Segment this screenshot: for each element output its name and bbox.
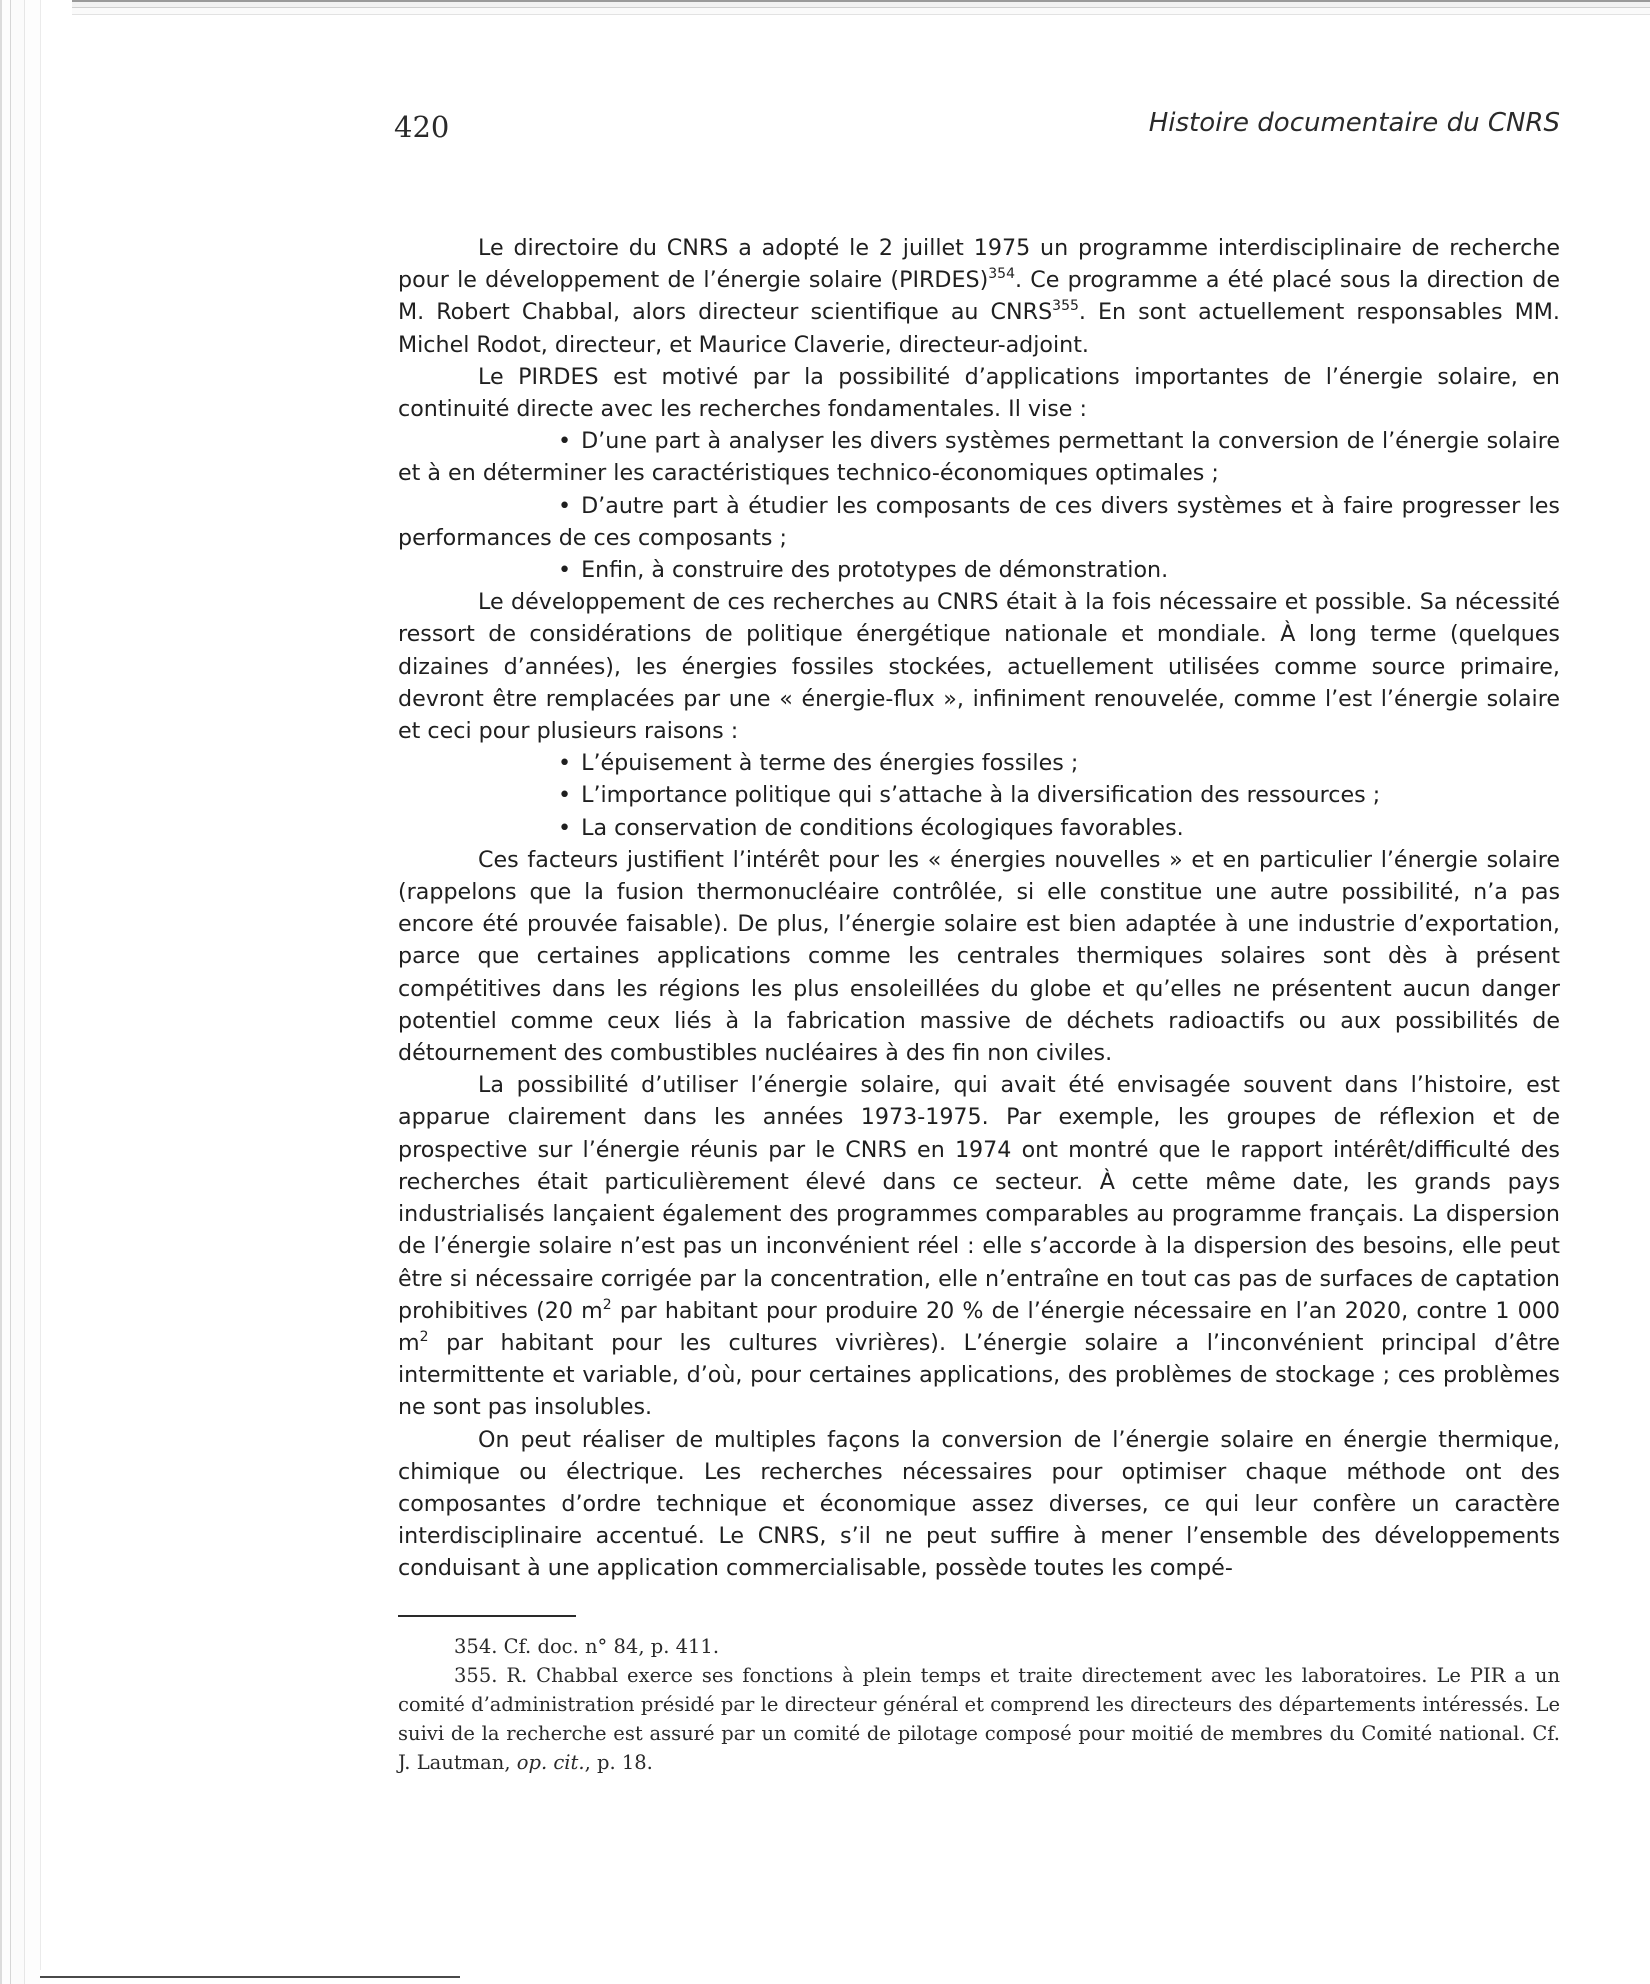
- bullet-item: [398, 747, 1560, 779]
- bullet-icon: •: [558, 814, 572, 841]
- scan-left-edge: [0, 0, 72, 1984]
- text-span: . Ce programme a été placé sous la direction de M. Robert Chabbal, alors directeur scientifique au CNRS: [398, 267, 1561, 326]
- bullet-icon: •: [558, 557, 572, 584]
- footnote-354: 354. Cf. doc. n° 84, p. 411.: [454, 1635, 720, 1658]
- text-span: La possibilité d’utiliser l’énergie solaire, qui avait été envisagée souvent dans l’histoire, est apparue clairement dans les années 1973-1975. Par exemple, les groupes de réflexion et de prospective sur l’énergie réunis par le CNRS en 1974 ont montré que le rapport intérêt/difficulté des recherches était particulièrement élevé dans ce secteur. À cette même date, les grands pays industrialisés lançaient également des programmes comparables au programme français. La dispersion de l’énergie solaire n’est pas un inconvénient réel : elle s’accorde à la dispersion des besoins, elle peut être si nécessaire corrigée par la concentration, elle n’entraîne en tout cas pas de surfaces de captation prohibitives (20 m: [398, 1072, 1560, 1324]
- paragraph-6: On peut réaliser de multiples façons la conversion de l’énergie solaire en énergie thermique, chimique ou électrique. Les recherches nécessaires pour optimiser chaque méthode ont des composantes d’ordre technique et économique assez diverses, ce qui leur confère un caractère interdisciplinaire accentué. Le CNRS, s’il ne peut suffire à mener l’ensemble des développements conduisant à une application commercialisable, possède toutes les compé-: [398, 1426, 1560, 1582]
- italic-citation: op. cit.: [516, 1751, 585, 1774]
- bullet-text: D’une part à analyser les divers systèmes permettant la conversion de l’énergie solaire et à en déterminer les caractéristiques technico-économiques optimales ;: [398, 428, 1560, 487]
- superscript: 2: [419, 1328, 429, 1345]
- paragraph-5: [398, 1069, 1560, 1423]
- footnotes: [398, 1632, 1560, 1777]
- running-head: Histoire documentaire du CNRS: [1148, 108, 1560, 138]
- bullet-icon: •: [558, 782, 572, 809]
- bullet-text: L’épuisement à terme des énergies fossiles ;: [581, 750, 1079, 777]
- paragraph-2: Le PIRDES est motivé par la possibilité d’applications importantes de l’énergie solaire, en continuité directe avec les recherches fondamentales. Il vise :: [398, 363, 1560, 423]
- bullet-item: [398, 490, 1560, 554]
- footnote-ref-354: 354: [988, 266, 1015, 283]
- text-span: 355. R. Chabbal exerce ses fonctions à plein temps et traite directement avec les laboratoires. Le PIR a un comité d’administration présidé par le directeur général et comprend les directeurs des départements intéressés. Le suivi de la recherche est assuré par un comité de pilotage composé pour moitié de membres du Comité national. Cf. J. Lautman,: [398, 1664, 1560, 1774]
- page-number: 420: [394, 110, 450, 144]
- text-span: Le directoire du CNRS a adopté le 2 juillet 1975 un programme interdisciplinaire de recherche pour le développement de l’énergie solaire (PIRDES): [398, 235, 1560, 294]
- paragraph-1: [398, 232, 1560, 361]
- bullet-icon: •: [558, 750, 572, 777]
- paragraph-4: Ces facteurs justifient l’intérêt pour les « énergies nouvelles » et en particulier l’énergie solaire (rappelons que la fusion thermonucléaire contrôlée, si elle constitue une autre possibilité, n’a pas encore été prouvée faisable). De plus, l’énergie solaire est bien adaptée à une industrie d’exportation, parce que certaines applications comme les centrales thermiques solaires sont dès à présent compétitives dans les régions les plus ensoleillées du globe et qu’elles ne présentent aucun danger potentiel comme ceux liés à la fabrication massive de déchets radioactifs ou aux possibilités de détournement des combustibles nucléaires à des fin non civiles.: [398, 846, 1560, 1067]
- footnote-355: [398, 1661, 1560, 1777]
- scan-bottom-edge: [40, 1970, 460, 1984]
- bullet-item: [398, 425, 1560, 489]
- bullet-text: D’autre part à étudier les composants de ces divers systèmes et à faire progresser les performances de ces composants ;: [398, 492, 1560, 551]
- paragraph-3: Le développement de ces recherches au CNRS était à la fois nécessaire et possible. Sa nécessité ressort de considérations de politique énergétique nationale et mondiale. À long terme (quelques dizaines d’années), les énergies fossiles stockées, actuellement utilisées comme source primaire, devront être remplacées par une « énergie-flux », infiniment renouvelée, comme l’est l’énergie solaire et ceci pour plusieurs raisons :: [398, 589, 1560, 745]
- text-span: , p. 18.: [584, 1751, 653, 1774]
- text-span: par habitant pour produire 20 % de l’énergie nécessaire en l’an 2020, contre 1 000 m: [398, 1297, 1560, 1356]
- text-span: par habitant pour les cultures vivrières). L’énergie solaire a l’inconvénient principal d’être intermittente et variable, d’où, pour certaines applications, des problèmes de stockage ; ces problèmes ne sont pas insolubles.: [398, 1329, 1560, 1421]
- bullet-text: La conservation de conditions écologiques favorables.: [581, 814, 1184, 841]
- bullet-text: Enfin, à construire des prototypes de démonstration.: [581, 557, 1169, 584]
- bullet-icon: •: [558, 492, 572, 519]
- text-span: . En sont actuellement responsables MM. Michel Rodot, directeur, et Maurice Claverie, directeur-adjoint.: [398, 299, 1560, 358]
- body-text: [398, 232, 1560, 1585]
- footnote-separator: [398, 1615, 576, 1617]
- scan-top-edge: [40, 0, 1650, 24]
- superscript: 2: [602, 1296, 612, 1313]
- bullet-item: [398, 779, 1560, 811]
- bullet-item: [398, 812, 1560, 844]
- bullet-item: [398, 554, 1560, 586]
- bullet-text: L’importance politique qui s’attache à la diversification des ressources ;: [581, 782, 1381, 809]
- footnote-ref-355: 355: [1052, 298, 1079, 315]
- bullet-icon: •: [558, 428, 572, 455]
